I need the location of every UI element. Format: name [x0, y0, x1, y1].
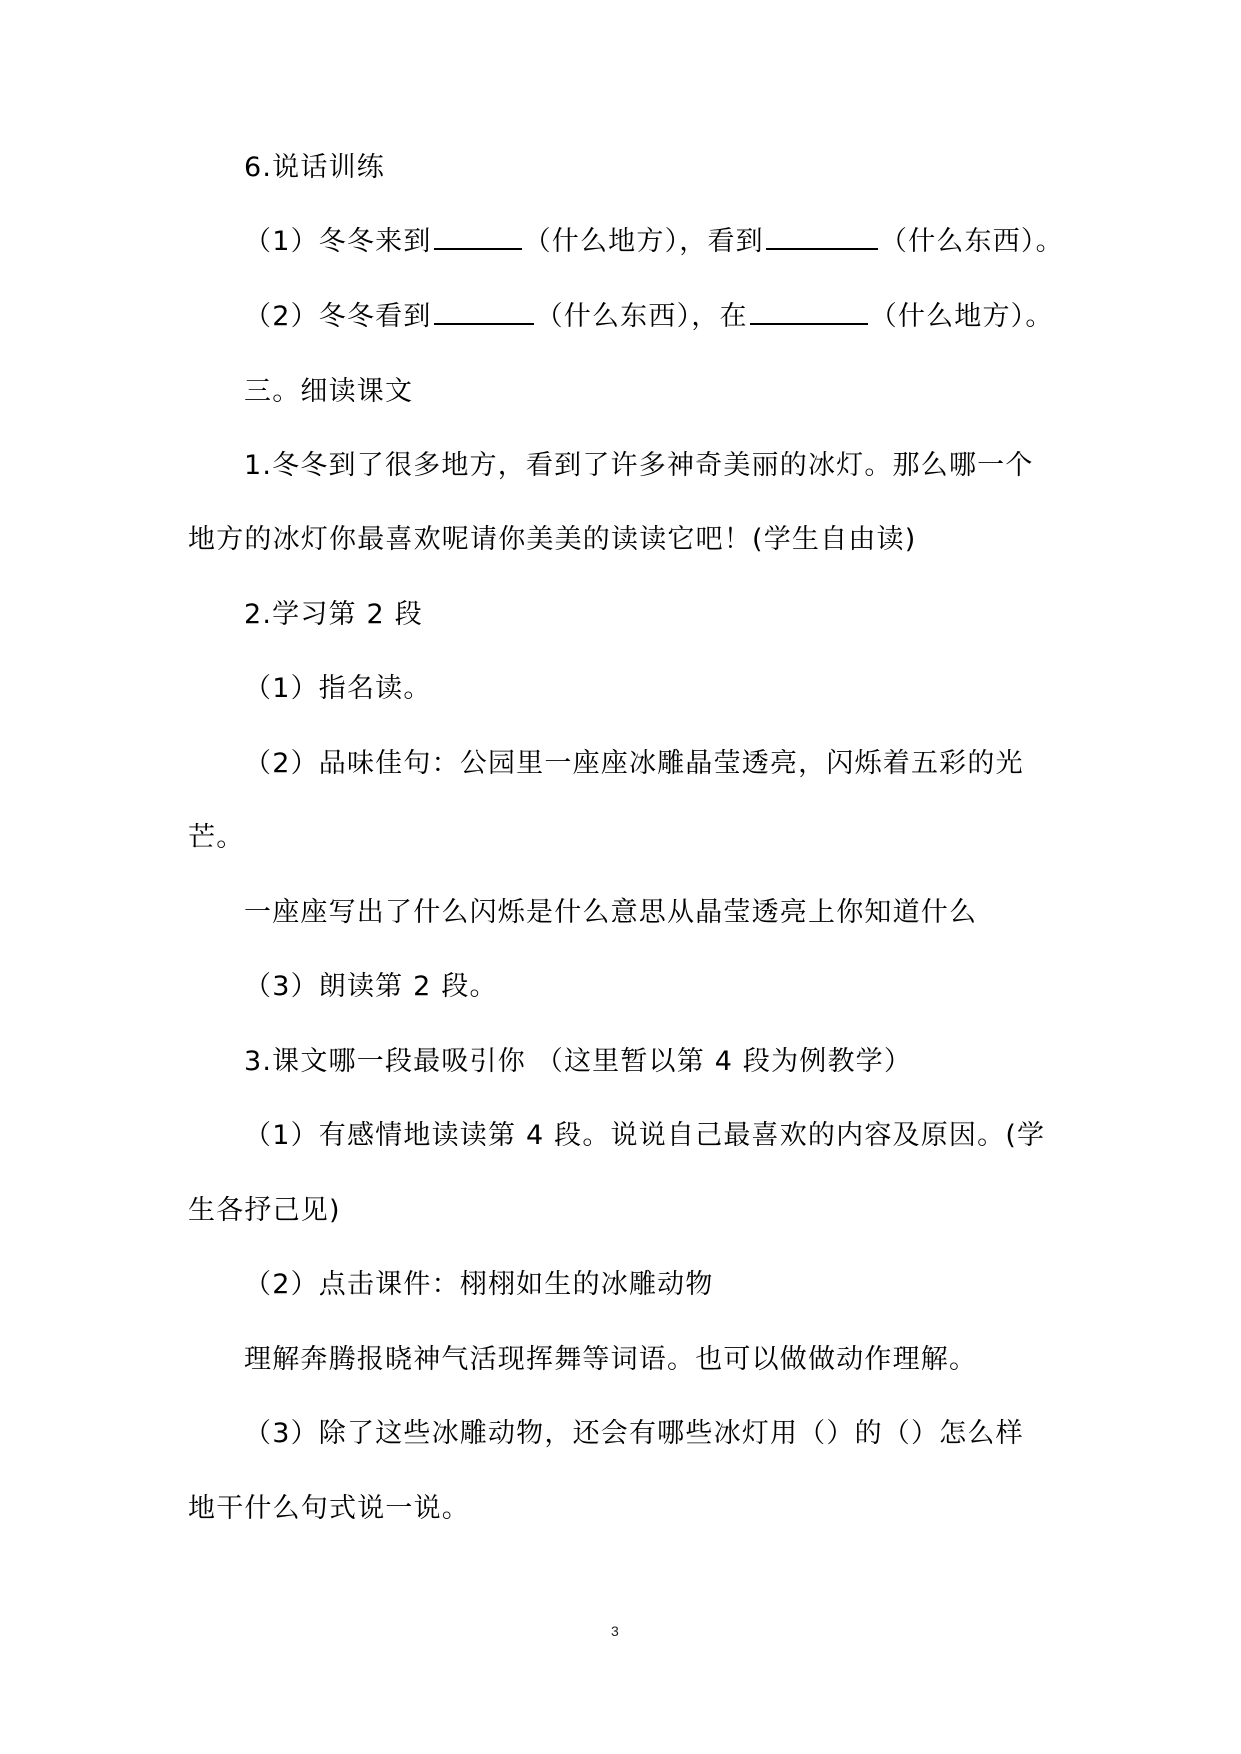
fill-in-blank[interactable] — [750, 297, 868, 325]
paragraph-line: 生各抒己见) — [188, 1195, 341, 1226]
paragraph-line: 1.冬冬到了很多地方，看到了许多神奇美丽的冰灯。那么哪一个 — [244, 450, 1034, 481]
fill-in-blank[interactable] — [434, 222, 522, 250]
paragraph-line: 一座座写出了什么闪烁是什么意思从晶莹透亮上你知道什么 — [244, 897, 978, 928]
fill-in-blank[interactable] — [434, 297, 534, 325]
fill-in-blank[interactable] — [766, 222, 878, 250]
speaking-training-heading — [244, 148, 385, 188]
list-item: （3）除了这些冰雕动物，还会有哪些冰灯用（）的（）怎么样 — [244, 1418, 1024, 1449]
question-text: （1）冬冬来到 — [244, 226, 432, 257]
list-item: （2）点击课件：栩栩如生的冰雕动物 — [244, 1269, 714, 1300]
question-text: （什么地方），看到 — [523, 226, 764, 257]
section-heading: 三。细读课文 — [244, 376, 414, 407]
speaking-question-2 — [244, 297, 1054, 337]
question-text: （2）冬冬看到 — [244, 301, 432, 332]
heading-text: 6.说话训练 — [244, 152, 385, 183]
question-text: （什么东西），在 — [535, 301, 748, 332]
subsection-heading: 2.学习第 2 段 — [244, 599, 423, 630]
list-item: （2）品味佳句：公园里一座座冰雕晶莹透亮，闪烁着五彩的光 — [244, 748, 1024, 779]
list-item: （1）指名读。 — [244, 673, 432, 704]
paragraph-line: 理解奔腾报晓神气活现挥舞等词语。也可以做做动作理解。 — [244, 1344, 978, 1375]
paragraph-line: 地干什么句式说一说。 — [188, 1493, 470, 1524]
page-number: 3 — [611, 1623, 619, 1639]
subsection-heading: 3.课文哪一段最吸引你 （这里暂以第 4 段为例教学） — [244, 1046, 913, 1077]
paragraph-line: 芒。 — [188, 822, 245, 853]
list-item: （1）有感情地读读第 4 段。说说自己最喜欢的内容及原因。(学 — [244, 1120, 1046, 1151]
question-text: （什么东西）。 — [879, 226, 1064, 257]
paragraph-line: 地方的冰灯你最喜欢呢请你美美的读读它吧！(学生自由读) — [188, 524, 917, 555]
question-text: （什么地方）。 — [869, 301, 1054, 332]
list-item: （3）朗读第 2 段。 — [244, 971, 498, 1002]
speaking-question-1 — [244, 222, 1064, 262]
